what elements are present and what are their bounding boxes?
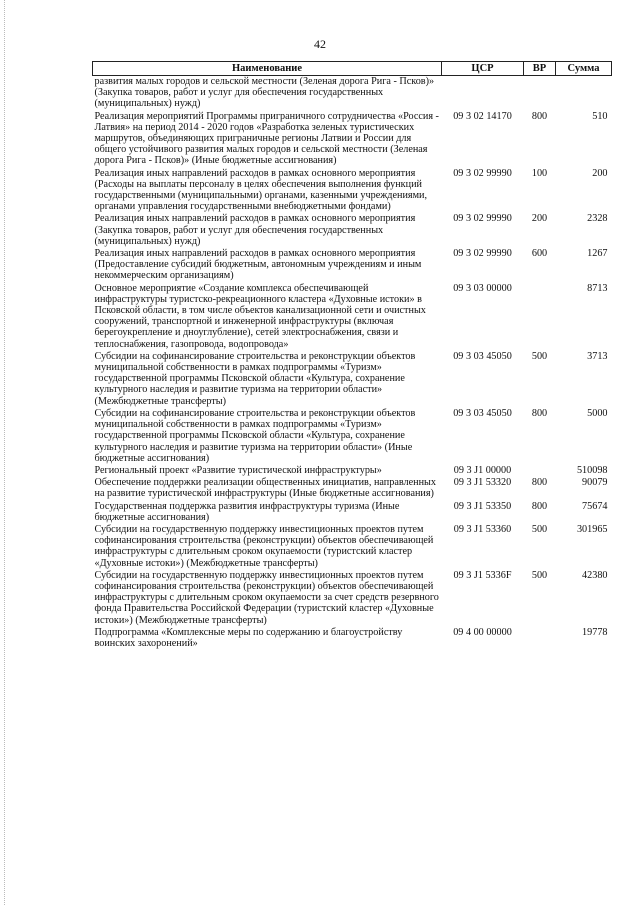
row-name-cell: Государственная поддержка развития инфраструктуры туризма (Иные бюджетные ассигнования) bbox=[94, 500, 400, 523]
table-row bbox=[93, 351, 612, 408]
row-sum-cell: 8713 bbox=[587, 282, 608, 294]
row-sum-cell: 510098 bbox=[576, 464, 608, 476]
row-sum-cell: 1267 bbox=[587, 248, 608, 260]
row-name-cell: Субсидии на государственную поддержку инвестиционных проектов путем софинансирования строительства (реконструкции) объектов обеспечивающей инфраструктуры с длительным сроком окупаемости за счет средств резервного фонда Правительства Российской Федерации (туристский кластер «Духовные истоки») (Межбюджетные трансферты) bbox=[94, 569, 439, 626]
row-vr-cell bbox=[524, 76, 556, 111]
row-csr-cell: 09 3 02 14170 bbox=[453, 110, 512, 122]
column-header-name: Наименование bbox=[93, 62, 442, 76]
table-row bbox=[93, 465, 612, 477]
row-csr-cell: 09 3 02 99990 bbox=[453, 213, 512, 225]
row-name-cell: Региональный проект «Развитие туристической инфраструктуры» bbox=[94, 464, 382, 476]
table-row bbox=[93, 76, 612, 111]
table-row bbox=[93, 524, 612, 570]
row-vr-cell: 500 bbox=[531, 523, 548, 535]
row-sum-cell: 301965 bbox=[576, 523, 608, 535]
row-sum-cell: 5000 bbox=[587, 407, 608, 419]
row-sum-cell: 75674 bbox=[582, 500, 608, 512]
table-row bbox=[93, 501, 612, 524]
row-csr-cell: 09 3 02 99990 bbox=[453, 167, 512, 179]
row-name-cell: Субсидии на софинансирование строительства и реконструкции объектов муниципальной собственности в рамках подпрограммы «Туризм» государственной программы Псковской области «Культура, сохранение культурного наследия и развитие туризма на территории области» (Иные бюджетные ассигнования) bbox=[94, 407, 416, 464]
row-name-cell: Основное мероприятие «Создание комплекса обеспечивающей инфраструктуры туристско-рекреационного кластера «Духовные истоки» в Псковской области, в том числе объектов канализационной сети и очистных сооружений, транспортной и инженерной инфраструктуры (включая берегоукрепление и дноуглубление), сетей электроснабжения, связи и теплоснабжения, газопровода, водопровода» bbox=[94, 282, 426, 350]
row-name-cell: Субсидии на софинансирование строительства и реконструкции объектов муниципальной собственности в рамках подпрограммы «Туризм» государственной программы Псковской области «Культура, сохранение культурного наследия и развитие туризма на территории области» (Межбюджетные трансферты) bbox=[94, 350, 416, 407]
row-name-cell: Подпрограмма «Комплексные меры по содержанию и благоустройству воинских захоронений» bbox=[94, 626, 403, 649]
row-vr-cell bbox=[524, 283, 556, 351]
row-name-cell: Реализация мероприятий Программы приграничного сотрудничества «Россия - Латвия» на период 2014 - 2020 годов «Разработка зеленых туристических маршрутов, объединяющих приграничные регионы Латвии и России для общего устойчивого развития малых городов и сельской местности (Зеленая дорога Рига - Псков)» (Иные бюджетные ассигнования) bbox=[94, 110, 439, 167]
page-number: 42 bbox=[314, 37, 326, 51]
row-name-cell: развития малых городов и сельской местности (Зеленая дорога Рига - Псков)» (Закупка товаров, работ и услуг для обеспечения государственных (муниципальных) нужд) bbox=[94, 76, 435, 110]
row-name-cell: Реализация иных направлений расходов в рамках основного мероприятия (Предоставление субсидий бюджетным, автономным учреждениям и иным некоммерческим организациям) bbox=[94, 248, 422, 282]
row-sum-cell bbox=[556, 76, 612, 111]
row-csr-cell: 09 3 J1 53350 bbox=[453, 500, 512, 512]
row-vr-cell: 800 bbox=[531, 477, 548, 489]
row-csr-cell: 09 3 J1 53320 bbox=[453, 477, 512, 489]
row-vr-cell: 800 bbox=[531, 500, 548, 512]
row-name-cell: Реализация иных направлений расходов в рамках основного мероприятия (Закупка товаров, работ и услуг для обеспечения государственных (муниципальных) нужд) bbox=[94, 213, 416, 247]
row-csr-cell: 09 4 00 00000 bbox=[453, 626, 512, 638]
table-row bbox=[93, 248, 612, 283]
row-sum-cell: 90079 bbox=[582, 477, 608, 489]
table-row bbox=[93, 283, 612, 351]
row-csr-cell: 09 3 03 00000 bbox=[453, 282, 512, 294]
column-header-csr: ЦСР bbox=[442, 62, 524, 76]
row-vr-cell bbox=[524, 627, 556, 650]
row-name-cell: Реализация иных направлений расходов в рамках основного мероприятия (Расходы на выплаты персоналу в целях обеспечения выполнения функций государственными (муниципальными) органами, казенными учреждениями, органами управления государственными внебюджетными фондами) bbox=[94, 167, 428, 213]
row-name-cell: Субсидии на государственную поддержку инвестиционных проектов путем софинансирования строительства (реконструкции) объектов обеспечивающей инфраструктуры с длительным сроком окупаемости (туристский кластер «Духовные истоки») (Межбюджетные трансферты) bbox=[94, 523, 434, 569]
row-vr-cell: 500 bbox=[531, 350, 548, 362]
table-row bbox=[93, 627, 612, 650]
table-row bbox=[93, 111, 612, 168]
column-header-vr: ВР bbox=[524, 62, 556, 76]
row-csr-cell: 09 3 03 45050 bbox=[453, 407, 512, 419]
row-sum-cell: 3713 bbox=[587, 350, 608, 362]
row-csr-cell: 09 3 J1 5336F bbox=[453, 569, 512, 581]
row-vr-cell bbox=[524, 465, 556, 477]
row-csr-cell: 09 3 J1 00000 bbox=[453, 464, 512, 476]
table-row bbox=[93, 168, 612, 214]
table-header-row bbox=[93, 62, 612, 76]
row-vr-cell: 100 bbox=[531, 167, 548, 179]
row-csr-cell: 09 3 J1 53360 bbox=[453, 523, 512, 535]
table-row bbox=[93, 408, 612, 465]
row-sum-cell: 42380 bbox=[582, 569, 608, 581]
row-sum-cell: 200 bbox=[592, 167, 608, 179]
page-edge-mark bbox=[4, 0, 5, 905]
row-sum-cell: 2328 bbox=[587, 213, 608, 225]
row-vr-cell: 200 bbox=[531, 213, 548, 225]
row-csr-cell bbox=[442, 76, 524, 111]
row-csr-cell: 09 3 02 99990 bbox=[453, 248, 512, 260]
row-vr-cell: 500 bbox=[531, 569, 548, 581]
table-row bbox=[93, 570, 612, 627]
row-sum-cell: 19778 bbox=[582, 626, 608, 638]
row-vr-cell: 800 bbox=[531, 110, 548, 122]
budget-table bbox=[92, 61, 612, 650]
table-row bbox=[93, 213, 612, 248]
row-vr-cell: 800 bbox=[531, 407, 548, 419]
column-header-sum: Сумма bbox=[556, 62, 612, 76]
table-row bbox=[93, 477, 612, 500]
row-sum-cell: 510 bbox=[592, 110, 608, 122]
row-vr-cell: 600 bbox=[531, 248, 548, 260]
row-name-cell: Обеспечение поддержки реализации общественных инициатив, направленных на развитие туристической инфраструктуры (Иные бюджетные ассигнования) bbox=[94, 477, 436, 500]
row-csr-cell: 09 3 03 45050 bbox=[453, 350, 512, 362]
